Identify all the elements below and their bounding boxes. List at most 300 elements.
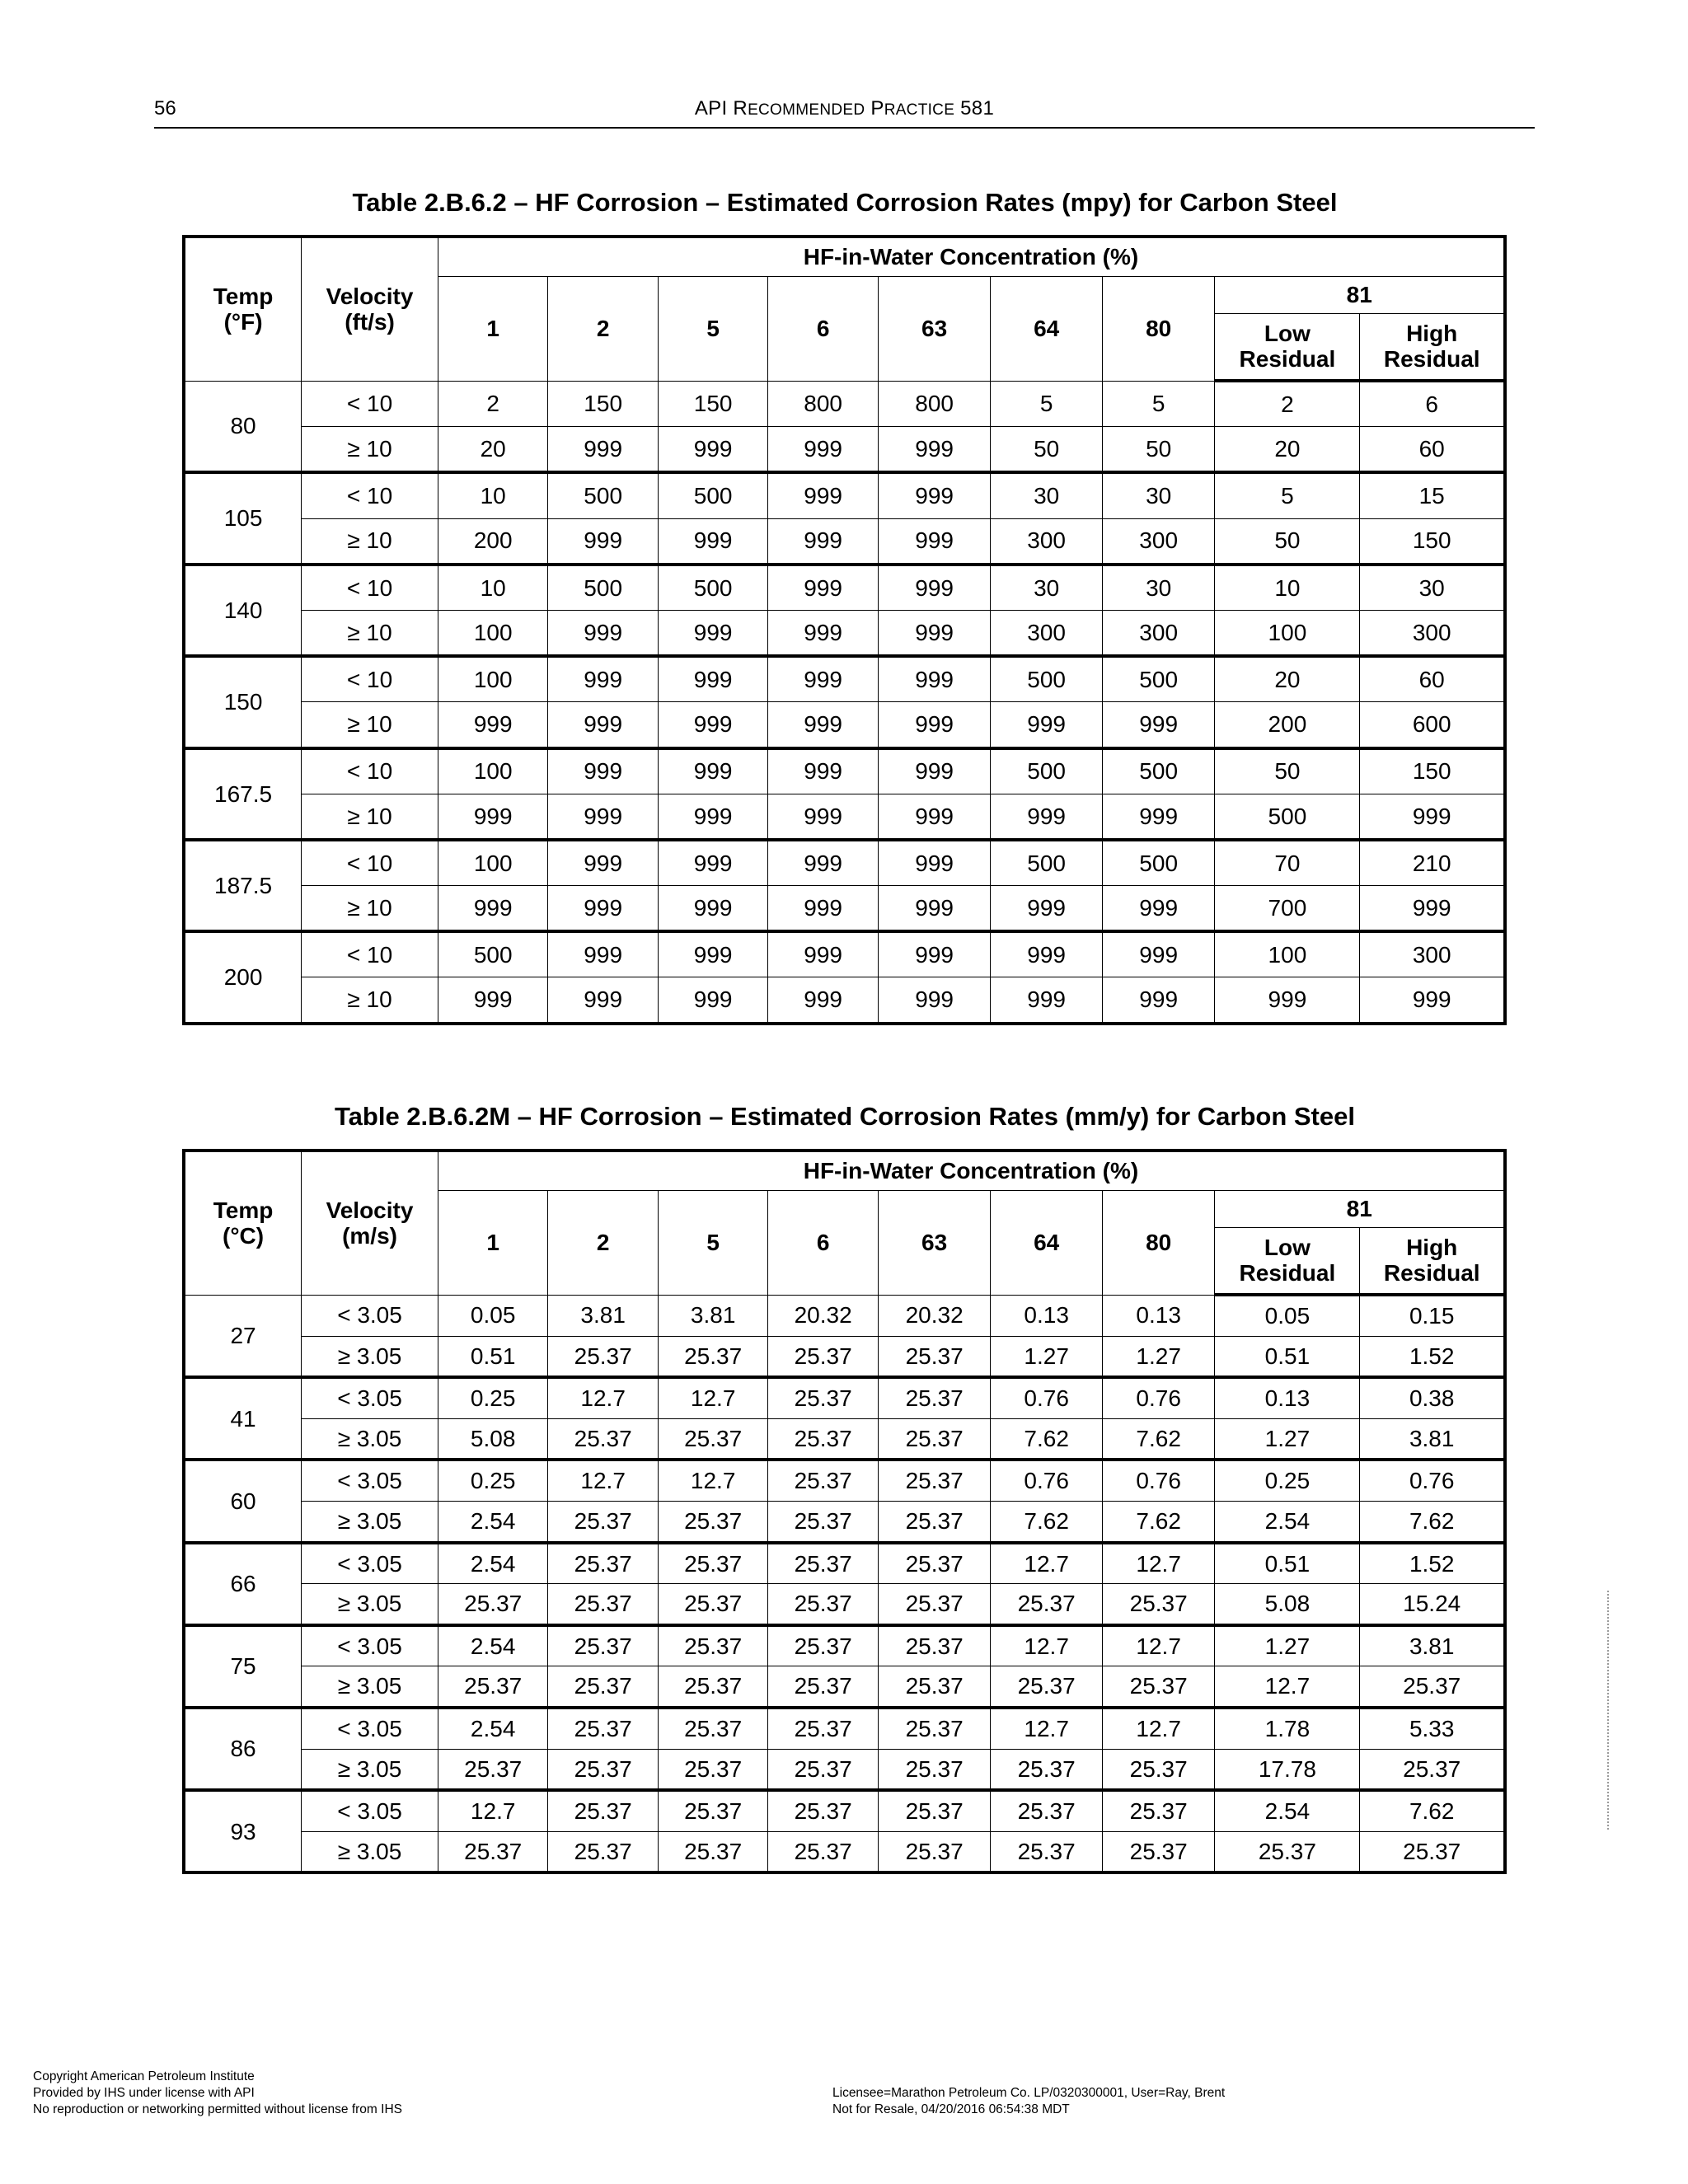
rate-cell: 25.37 [658,1790,767,1831]
rate-cell: 300 [1102,610,1215,656]
rate-cell: 999 [768,472,878,518]
concentration-header: 1 [438,1190,547,1295]
rate-cell: 25.37 [658,1708,767,1749]
temp-cell: 140 [184,565,302,656]
rate-cell: 500 [548,472,658,518]
rate-cell: 25.37 [878,1377,991,1418]
concentration-header: 64 [991,1190,1103,1295]
table-row [184,565,1505,611]
rate-cell: 999 [548,977,658,1024]
table-row [184,1377,1505,1418]
velocity-cell: ≥ 3.05 [302,1501,438,1542]
rate-cell: 25.37 [768,1666,878,1708]
velocity-cell: ≥ 3.05 [302,1418,438,1460]
temp-cell: 27 [184,1295,302,1377]
rate-cell: 30 [991,472,1103,518]
rate-cell: 999 [438,886,547,932]
rate-cell: 25.37 [768,1336,878,1377]
table-row [184,656,1505,702]
rate-cell: 999 [548,886,658,932]
rate-cell: 7.62 [991,1501,1103,1542]
temp-header: Temp (°F) [184,237,302,381]
rate-cell: 999 [548,840,658,886]
rate-cell: 12.7 [1215,1666,1360,1708]
velocity-cell: < 3.05 [302,1543,438,1584]
rate-cell: 25.37 [768,1501,878,1542]
rate-cell: 2.54 [1215,1501,1360,1542]
rate-cell: 500 [1102,840,1215,886]
rate-cell: 0.25 [438,1460,547,1501]
rate-cell: 7.62 [991,1418,1103,1460]
table-row [184,1831,1505,1872]
rate-cell: 3.81 [548,1295,658,1336]
rate-cell: 25.37 [768,1831,878,1872]
temp-cell: 41 [184,1377,302,1460]
rate-cell: 0.05 [438,1295,547,1336]
rate-cell: 2.54 [1215,1790,1360,1831]
concentration-header: 63 [878,1190,991,1295]
rate-cell: 999 [438,702,547,748]
rate-cell: 20.32 [768,1295,878,1336]
velocity-cell: < 10 [302,748,438,794]
rate-cell: 999 [658,518,767,565]
rate-cell: 12.7 [658,1377,767,1418]
rate-cell: 500 [1102,656,1215,702]
rate-cell: 12.7 [991,1708,1103,1749]
rate-cell: 25.37 [878,1336,991,1377]
velocity-cell: ≥ 3.05 [302,1749,438,1790]
rate-cell: 50 [991,427,1103,473]
rate-cell: 999 [658,840,767,886]
rate-cell: 5 [1215,472,1360,518]
rate-cell: 0.76 [1102,1377,1215,1418]
rate-cell: 999 [658,656,767,702]
rate-cell: 12.7 [1102,1708,1215,1749]
rate-cell: 25.37 [1102,1790,1215,1831]
rate-cell: 50 [1215,518,1360,565]
table-row [184,472,1505,518]
rate-cell: 999 [768,748,878,794]
rate-cell: 999 [1102,794,1215,840]
rate-cell: 100 [438,656,547,702]
rate-cell: 5 [991,381,1103,427]
rate-cell: 25.37 [878,1625,991,1666]
rate-cell: 100 [438,610,547,656]
rate-cell: 999 [878,565,991,611]
rate-cell: 60 [1360,427,1505,473]
temp-header: Temp (°C) [184,1151,302,1295]
rate-cell: 25.37 [1360,1749,1505,1790]
rate-cell: 10 [438,565,547,611]
margin-mark [1607,1591,1611,1830]
rate-cell: 999 [768,702,878,748]
rate-cell: 999 [548,610,658,656]
velocity-cell: < 3.05 [302,1460,438,1501]
rate-cell: 999 [768,518,878,565]
velocity-cell: < 10 [302,381,438,427]
table-title: Table 2.B.6.2 – HF Corrosion – Estimated Corrosion Rates (mpy) for Carbon Steel [352,188,1338,217]
concentration-group-header: HF-in-Water Concentration (%) [438,237,1505,276]
rate-cell: 999 [658,748,767,794]
rate-cell: 999 [878,472,991,518]
velocity-cell: < 3.05 [302,1625,438,1666]
concentration-header: 80 [1102,276,1215,381]
rate-cell: 999 [658,886,767,932]
rate-cell: 30 [1360,565,1505,611]
rate-cell: 50 [1102,427,1215,473]
temp-cell: 80 [184,381,302,472]
table-row [184,518,1505,565]
table-row [184,931,1505,977]
corrosion-rate-table-mpy [182,235,1507,1025]
rate-cell: 3.81 [1360,1418,1505,1460]
concentration-header: 1 [438,276,547,381]
high-residual-header: High Residual [1360,1227,1505,1295]
rate-cell: 800 [878,381,991,427]
rate-cell: 999 [878,886,991,932]
rate-cell: 30 [1102,472,1215,518]
rate-cell: 999 [1102,702,1215,748]
rate-cell: 999 [658,427,767,473]
table-row [184,1460,1505,1501]
rate-cell: 2.54 [438,1625,547,1666]
rate-cell: 25.37 [1215,1831,1360,1872]
rate-cell: 999 [991,702,1103,748]
rate-cell: 999 [991,931,1103,977]
concentration-header: 2 [548,1190,658,1295]
table-row [184,1501,1505,1542]
rate-cell: 25.37 [768,1377,878,1418]
rate-cell: 0.05 [1215,1295,1360,1336]
rate-cell: 999 [878,702,991,748]
rate-cell: 5.33 [1360,1708,1505,1749]
rate-cell: 25.37 [878,1584,991,1625]
rate-cell: 30 [1102,565,1215,611]
rate-cell: 500 [548,565,658,611]
rate-cell: 999 [878,427,991,473]
rate-cell: 20 [1215,427,1360,473]
table-row [184,886,1505,932]
table-row [184,1418,1505,1460]
rate-cell: 25.37 [768,1790,878,1831]
rate-cell: 25.37 [1360,1831,1505,1872]
velocity-cell: ≥ 10 [302,977,438,1024]
rate-cell: 25.37 [548,1708,658,1749]
rate-cell: 300 [991,610,1103,656]
table-row [184,1625,1505,1666]
rate-cell: 999 [768,610,878,656]
rate-cell: 999 [548,748,658,794]
velocity-cell: ≥ 10 [302,427,438,473]
rate-cell: 60 [1360,656,1505,702]
rate-cell: 999 [548,518,658,565]
rate-cell: 25.37 [878,1708,991,1749]
rate-cell: 25.37 [878,1460,991,1501]
rate-cell: 999 [548,931,658,977]
concentration-header-81: 81 [1215,276,1505,313]
rate-cell: 0.51 [438,1336,547,1377]
velocity-cell: ≥ 3.05 [302,1831,438,1872]
rate-cell: 300 [1360,931,1505,977]
rate-cell: 200 [1215,702,1360,748]
rate-cell: 0.13 [1102,1295,1215,1336]
rate-cell: 999 [1102,977,1215,1024]
temp-cell: 93 [184,1790,302,1872]
rate-cell: 10 [438,472,547,518]
rate-cell: 500 [1215,794,1360,840]
temp-cell: 167.5 [184,748,302,840]
rate-cell: 999 [768,840,878,886]
rate-cell: 25.37 [768,1625,878,1666]
table-row [184,1543,1505,1584]
rate-cell: 999 [991,886,1103,932]
rate-cell: 999 [1102,886,1215,932]
rate-cell: 0.15 [1360,1295,1505,1336]
rate-cell: 25.37 [768,1708,878,1749]
rate-cell: 25.37 [658,1625,767,1666]
low-residual-header: Low Residual [1215,313,1360,381]
velocity-cell: < 3.05 [302,1377,438,1418]
rate-cell: 999 [878,840,991,886]
velocity-cell: < 10 [302,656,438,702]
rate-cell: 999 [768,886,878,932]
rate-cell: 7.62 [1360,1790,1505,1831]
table-row [184,1584,1505,1625]
rate-cell: 25.37 [548,1666,658,1708]
rate-cell: 500 [438,931,547,977]
rate-cell: 0.76 [991,1377,1103,1418]
rate-cell: 800 [768,381,878,427]
footer-copyright: Copyright American Petroleum Institute Provided by IHS under license with API No reproduction or networking permitted without license from IHS [33,2069,402,2116]
rate-cell: 25.37 [1102,1831,1215,1872]
rate-cell: 25.37 [768,1418,878,1460]
temp-cell: 86 [184,1708,302,1790]
rate-cell: 12.7 [438,1790,547,1831]
rate-cell: 25.37 [658,1831,767,1872]
rate-cell: 2.54 [438,1501,547,1542]
rate-cell: 25.37 [991,1790,1103,1831]
velocity-cell: ≥ 10 [302,702,438,748]
rate-cell: 12.7 [1102,1625,1215,1666]
corrosion-rate-table-mmy [182,1149,1507,1874]
rate-cell: 999 [768,656,878,702]
temp-cell: 75 [184,1625,302,1708]
rate-cell: 25.37 [658,1584,767,1625]
rate-cell: 999 [658,931,767,977]
velocity-cell: < 3.05 [302,1790,438,1831]
rate-cell: 300 [1360,610,1505,656]
table-row [184,748,1505,794]
rate-cell: 999 [438,794,547,840]
rate-cell: 2 [1215,381,1360,427]
rate-cell: 20.32 [878,1295,991,1336]
footer-license: Licensee=Marathon Petroleum Co. LP/0320300001, User=Ray, Brent Not for Resale, 04/20/2016 06:54:38 MDT [832,2086,1226,2116]
rate-cell: 999 [1360,794,1505,840]
rate-cell: 25.37 [1102,1584,1215,1625]
rate-cell: 25.37 [991,1584,1103,1625]
rate-cell: 25.37 [548,1584,658,1625]
rate-cell: 0.13 [991,1295,1103,1336]
rate-cell: 500 [991,748,1103,794]
rate-cell: 999 [548,427,658,473]
rate-cell: 25.37 [878,1831,991,1872]
concentration-header: 63 [878,276,991,381]
rate-cell: 999 [768,565,878,611]
rate-cell: 0.51 [1215,1543,1360,1584]
rate-cell: 10 [1215,565,1360,611]
table-row [184,1749,1505,1790]
rate-cell: 25.37 [991,1749,1103,1790]
rate-cell: 200 [438,518,547,565]
table-row [184,1295,1505,1336]
table-row [184,977,1505,1024]
velocity-cell: ≥ 10 [302,610,438,656]
rate-cell: 5.08 [1215,1584,1360,1625]
rate-cell: 600 [1360,702,1505,748]
rate-cell: 0.25 [438,1377,547,1418]
rate-cell: 1.27 [1215,1418,1360,1460]
table-row [184,381,1505,427]
rate-cell: 999 [991,977,1103,1024]
rate-cell: 20 [438,427,547,473]
rate-cell: 5 [1102,381,1215,427]
rate-cell: 999 [878,748,991,794]
rate-cell: 25.37 [1102,1666,1215,1708]
velocity-cell: ≥ 10 [302,794,438,840]
rate-cell: 17.78 [1215,1749,1360,1790]
rate-cell: 1.27 [991,1336,1103,1377]
concentration-header: 5 [658,1190,767,1295]
rate-cell: 999 [658,610,767,656]
rate-cell: 20 [1215,656,1360,702]
rate-cell: 12.7 [991,1625,1103,1666]
rate-cell: 100 [438,840,547,886]
rate-cell: 999 [878,794,991,840]
rate-cell: 0.76 [1102,1460,1215,1501]
velocity-cell: ≥ 3.05 [302,1666,438,1708]
rate-cell: 999 [878,977,991,1024]
table-row [184,610,1505,656]
velocity-cell: ≥ 10 [302,886,438,932]
high-residual-header: High Residual [1360,313,1505,381]
rate-cell: 300 [1102,518,1215,565]
rate-cell: 25.37 [438,1584,547,1625]
rate-cell: 300 [991,518,1103,565]
concentration-header: 2 [548,276,658,381]
rate-cell: 999 [768,977,878,1024]
rate-cell: 999 [991,794,1103,840]
low-residual-header: Low Residual [1215,1227,1360,1295]
rate-cell: 210 [1360,840,1505,886]
rate-cell: 150 [548,381,658,427]
table-row [184,1666,1505,1708]
rate-cell: 2 [438,381,547,427]
table-row [184,702,1505,748]
page-header [154,96,1535,129]
rate-cell: 999 [878,656,991,702]
rate-cell: 999 [438,977,547,1024]
rate-cell: 500 [658,565,767,611]
rate-cell: 1.78 [1215,1708,1360,1749]
rate-cell: 25.37 [548,1831,658,1872]
rate-cell: 100 [1215,931,1360,977]
rate-cell: 999 [878,931,991,977]
rate-cell: 500 [1102,748,1215,794]
concentration-header: 80 [1102,1190,1215,1295]
rate-cell: 25.37 [768,1584,878,1625]
rate-cell: 999 [1360,977,1505,1024]
rate-cell: 50 [1215,748,1360,794]
rate-cell: 1.52 [1360,1336,1505,1377]
rate-cell: 7.62 [1360,1501,1505,1542]
rate-cell: 0.51 [1215,1336,1360,1377]
rate-cell: 25.37 [658,1336,767,1377]
velocity-header: Velocity (m/s) [302,1151,438,1295]
rate-cell: 999 [1102,931,1215,977]
table-title-metric: Table 2.B.6.2M – HF Corrosion – Estimated Corrosion Rates (mm/y) for Carbon Steel [335,1102,1355,1131]
temp-cell: 60 [184,1460,302,1542]
concentration-header: 6 [768,276,878,381]
rate-cell: 25.37 [548,1625,658,1666]
velocity-cell: ≥ 3.05 [302,1336,438,1377]
concentration-header: 64 [991,276,1103,381]
rate-cell: 12.7 [991,1543,1103,1584]
rate-cell: 150 [1360,518,1505,565]
rate-cell: 12.7 [548,1377,658,1418]
temp-cell: 105 [184,472,302,564]
table-row [184,1790,1505,1831]
rate-cell: 999 [1360,886,1505,932]
rate-cell: 2.54 [438,1543,547,1584]
rate-cell: 100 [1215,610,1360,656]
rate-cell: 999 [768,794,878,840]
rate-cell: 7.62 [1102,1501,1215,1542]
rate-cell: 5.08 [438,1418,547,1460]
rate-cell: 1.27 [1215,1625,1360,1666]
rate-cell: 25.37 [438,1666,547,1708]
velocity-cell: < 3.05 [302,1295,438,1336]
rate-cell: 25.37 [878,1790,991,1831]
table-row [184,1708,1505,1749]
velocity-cell: ≥ 10 [302,518,438,565]
temp-cell: 187.5 [184,840,302,931]
rate-cell: 999 [658,702,767,748]
rate-cell: 0.76 [1360,1460,1505,1501]
rate-cell: 25.37 [658,1418,767,1460]
velocity-cell: < 10 [302,840,438,886]
rate-cell: 25.37 [658,1543,767,1584]
rate-cell: 999 [658,794,767,840]
rate-cell: 25.37 [548,1501,658,1542]
rate-cell: 0.38 [1360,1377,1505,1418]
temp-cell: 150 [184,656,302,748]
rate-cell: 0.13 [1215,1377,1360,1418]
velocity-cell: < 10 [302,931,438,977]
temp-cell: 200 [184,931,302,1023]
rate-cell: 3.81 [658,1295,767,1336]
rate-cell: 25.37 [878,1418,991,1460]
concentration-header: 6 [768,1190,878,1295]
rate-cell: 25.37 [548,1418,658,1460]
temp-cell: 66 [184,1543,302,1625]
rate-cell: 6 [1360,381,1505,427]
rate-cell: 999 [548,794,658,840]
concentration-group-header: HF-in-Water Concentration (%) [438,1151,1505,1190]
rate-cell: 25.37 [438,1749,547,1790]
table-row [184,1336,1505,1377]
rate-cell: 999 [1215,977,1360,1024]
rate-cell: 25.37 [548,1336,658,1377]
